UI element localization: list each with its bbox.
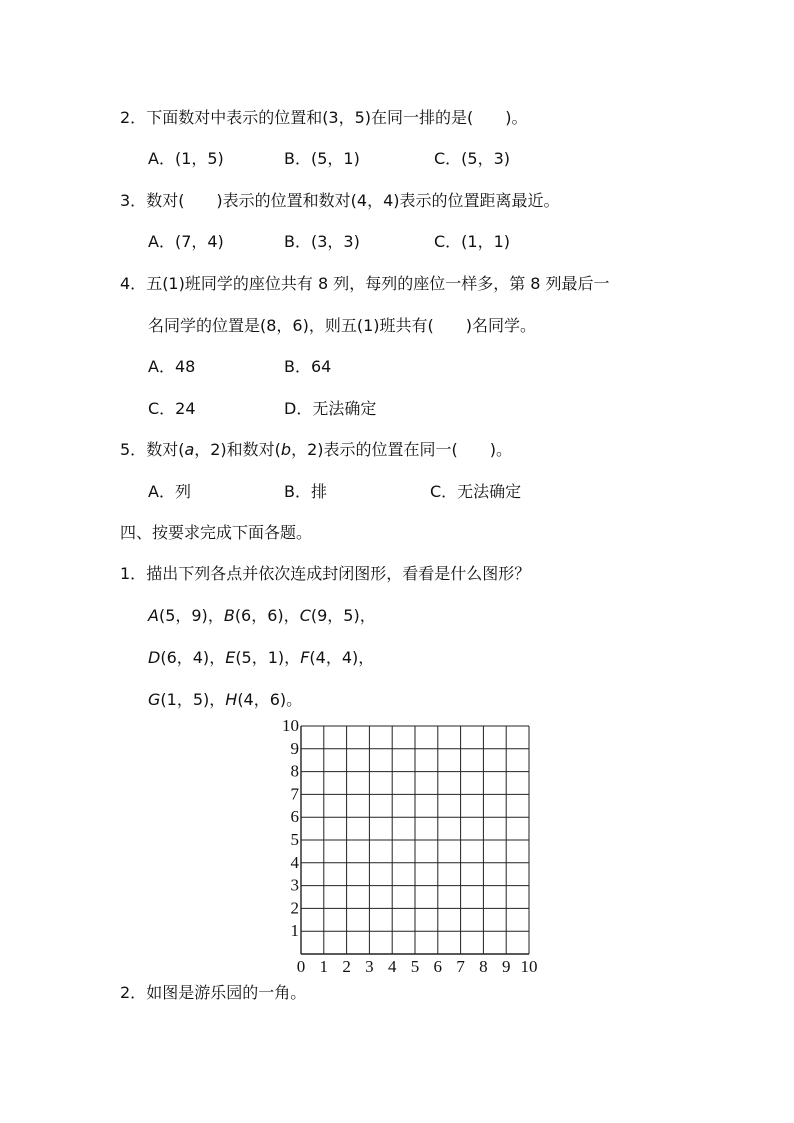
point-end: 。 [286, 690, 303, 709]
y-tick-label: 4 [290, 852, 299, 872]
q4-text-line2: 名同学的位置是(8，6)，则五(1)班共有( )名同学。 [148, 316, 536, 335]
point-sep: ， [359, 606, 376, 625]
q3-number: 3． [120, 191, 147, 210]
q3-body: 数对( )表示的位置和数对(4，4)表示的位置距离最近。 [146, 191, 560, 210]
x-tick-label: 4 [387, 957, 397, 976]
x-tick-label: 5 [410, 957, 420, 976]
x-tick-label: 1 [319, 957, 329, 976]
x-tick-label: 10 [520, 957, 538, 976]
q4-option-b: B．64 [284, 357, 332, 376]
q4-option-a: A．48 [148, 357, 196, 376]
q5-body-a: 数对( [146, 440, 185, 459]
q5-text [120, 440, 512, 460]
q4-text-line1 [120, 274, 610, 294]
point-a-label: A [148, 606, 159, 625]
x-tick-label: 0 [296, 957, 306, 976]
point-c-coords: (9，5) [310, 606, 360, 625]
point-b-coords: (6，6) [234, 606, 284, 625]
point-d-coords: (6，4) [160, 648, 210, 667]
q3-text [120, 191, 560, 211]
x-tick-label: 6 [433, 957, 443, 976]
x-tick-label: 2 [342, 957, 351, 976]
point-f-coords: (4，4) [309, 648, 359, 667]
q2-body: 下面数对中表示的位置和(3，5)在同一排的是( )。 [146, 108, 528, 127]
point-a-coords: (5，9) [158, 606, 208, 625]
point-sep: ， [283, 606, 300, 625]
q2-option-a: A．(1，5) [148, 149, 224, 168]
point-h-label: H [225, 690, 238, 709]
point-sep: ， [358, 648, 375, 667]
point-sep: ， [209, 648, 226, 667]
coordinate-grid-svg [270, 714, 550, 976]
y-tick-label: 3 [290, 875, 299, 895]
q5-option-b: B．排 [284, 482, 327, 501]
y-tick-label: 10 [282, 716, 299, 735]
y-tick-label: 2 [290, 898, 299, 918]
q2-option-c: C．(5，3) [434, 149, 511, 168]
q4-body-1: 五(1)班同学的座位共有 8 列，每列的座位一样多，第 8 列最后一 [146, 274, 610, 293]
point-b-label: B [223, 606, 235, 625]
point-d-label: D [148, 648, 161, 667]
q5-var-a: a [184, 440, 195, 459]
q5-body-c: ，2)表示的位置在同一( )。 [291, 440, 512, 459]
q2-text [120, 108, 528, 128]
point-sep: ， [284, 648, 301, 667]
y-tick-label: 7 [290, 784, 299, 804]
q2-option-b: B．(5，1) [284, 149, 360, 168]
x-tick-label: 9 [501, 957, 511, 976]
points-line-1 [148, 606, 376, 626]
q3-option-a: A．(7，4) [148, 232, 224, 251]
point-c-label: C [299, 606, 311, 625]
q3-option-b: B．(3，3) [284, 232, 360, 251]
point-e-label: E [225, 648, 236, 667]
x-tick-label: 3 [365, 957, 374, 976]
s4-p2-number: 2． [120, 983, 147, 1002]
q5-var-b: b [280, 440, 292, 459]
coordinate-grid [270, 714, 550, 976]
point-g-label: G [148, 690, 161, 709]
x-tick-label: 8 [479, 957, 488, 976]
s4-p1-text [120, 564, 530, 584]
y-tick-label: 5 [290, 830, 299, 849]
s4-p1-body: 描出下列各点并依次连成封闭图形，看看是什么图形？ [146, 564, 531, 583]
q4-option-d: D．无法确定 [284, 399, 377, 418]
q4-option-c: C．24 [148, 399, 196, 418]
points-line-3 [148, 690, 302, 710]
q4-number: 4． [120, 274, 147, 293]
s4-p2-text [120, 983, 306, 1003]
y-tick-label: 9 [290, 738, 299, 758]
y-tick-label: 8 [290, 761, 299, 781]
q2-number: 2． [120, 108, 147, 127]
points-line-2 [148, 648, 374, 668]
x-tick-label: 7 [456, 957, 465, 976]
y-tick-label: 1 [290, 921, 299, 941]
q5-number: 5． [120, 440, 147, 459]
point-sep: ， [209, 690, 226, 709]
point-h-coords: (4，6) [237, 690, 287, 709]
point-e-coords: (5，1) [235, 648, 285, 667]
q5-option-c: C．无法确定 [430, 482, 522, 501]
s4-p1-number: 1． [120, 564, 147, 583]
point-g-coords: (1，5) [160, 690, 210, 709]
q5-body-b: ，2)和数对( [194, 440, 281, 459]
q3-option-c: C．(1，1) [434, 232, 511, 251]
s4-p2-body: 如图是游乐园的一角。 [146, 983, 307, 1002]
y-tick-label: 6 [290, 807, 299, 827]
section4-heading: 四、按要求完成下面各题。 [120, 523, 313, 542]
point-f-label: F [300, 648, 310, 667]
q5-option-a: A．列 [148, 482, 191, 501]
point-sep: ， [207, 606, 224, 625]
